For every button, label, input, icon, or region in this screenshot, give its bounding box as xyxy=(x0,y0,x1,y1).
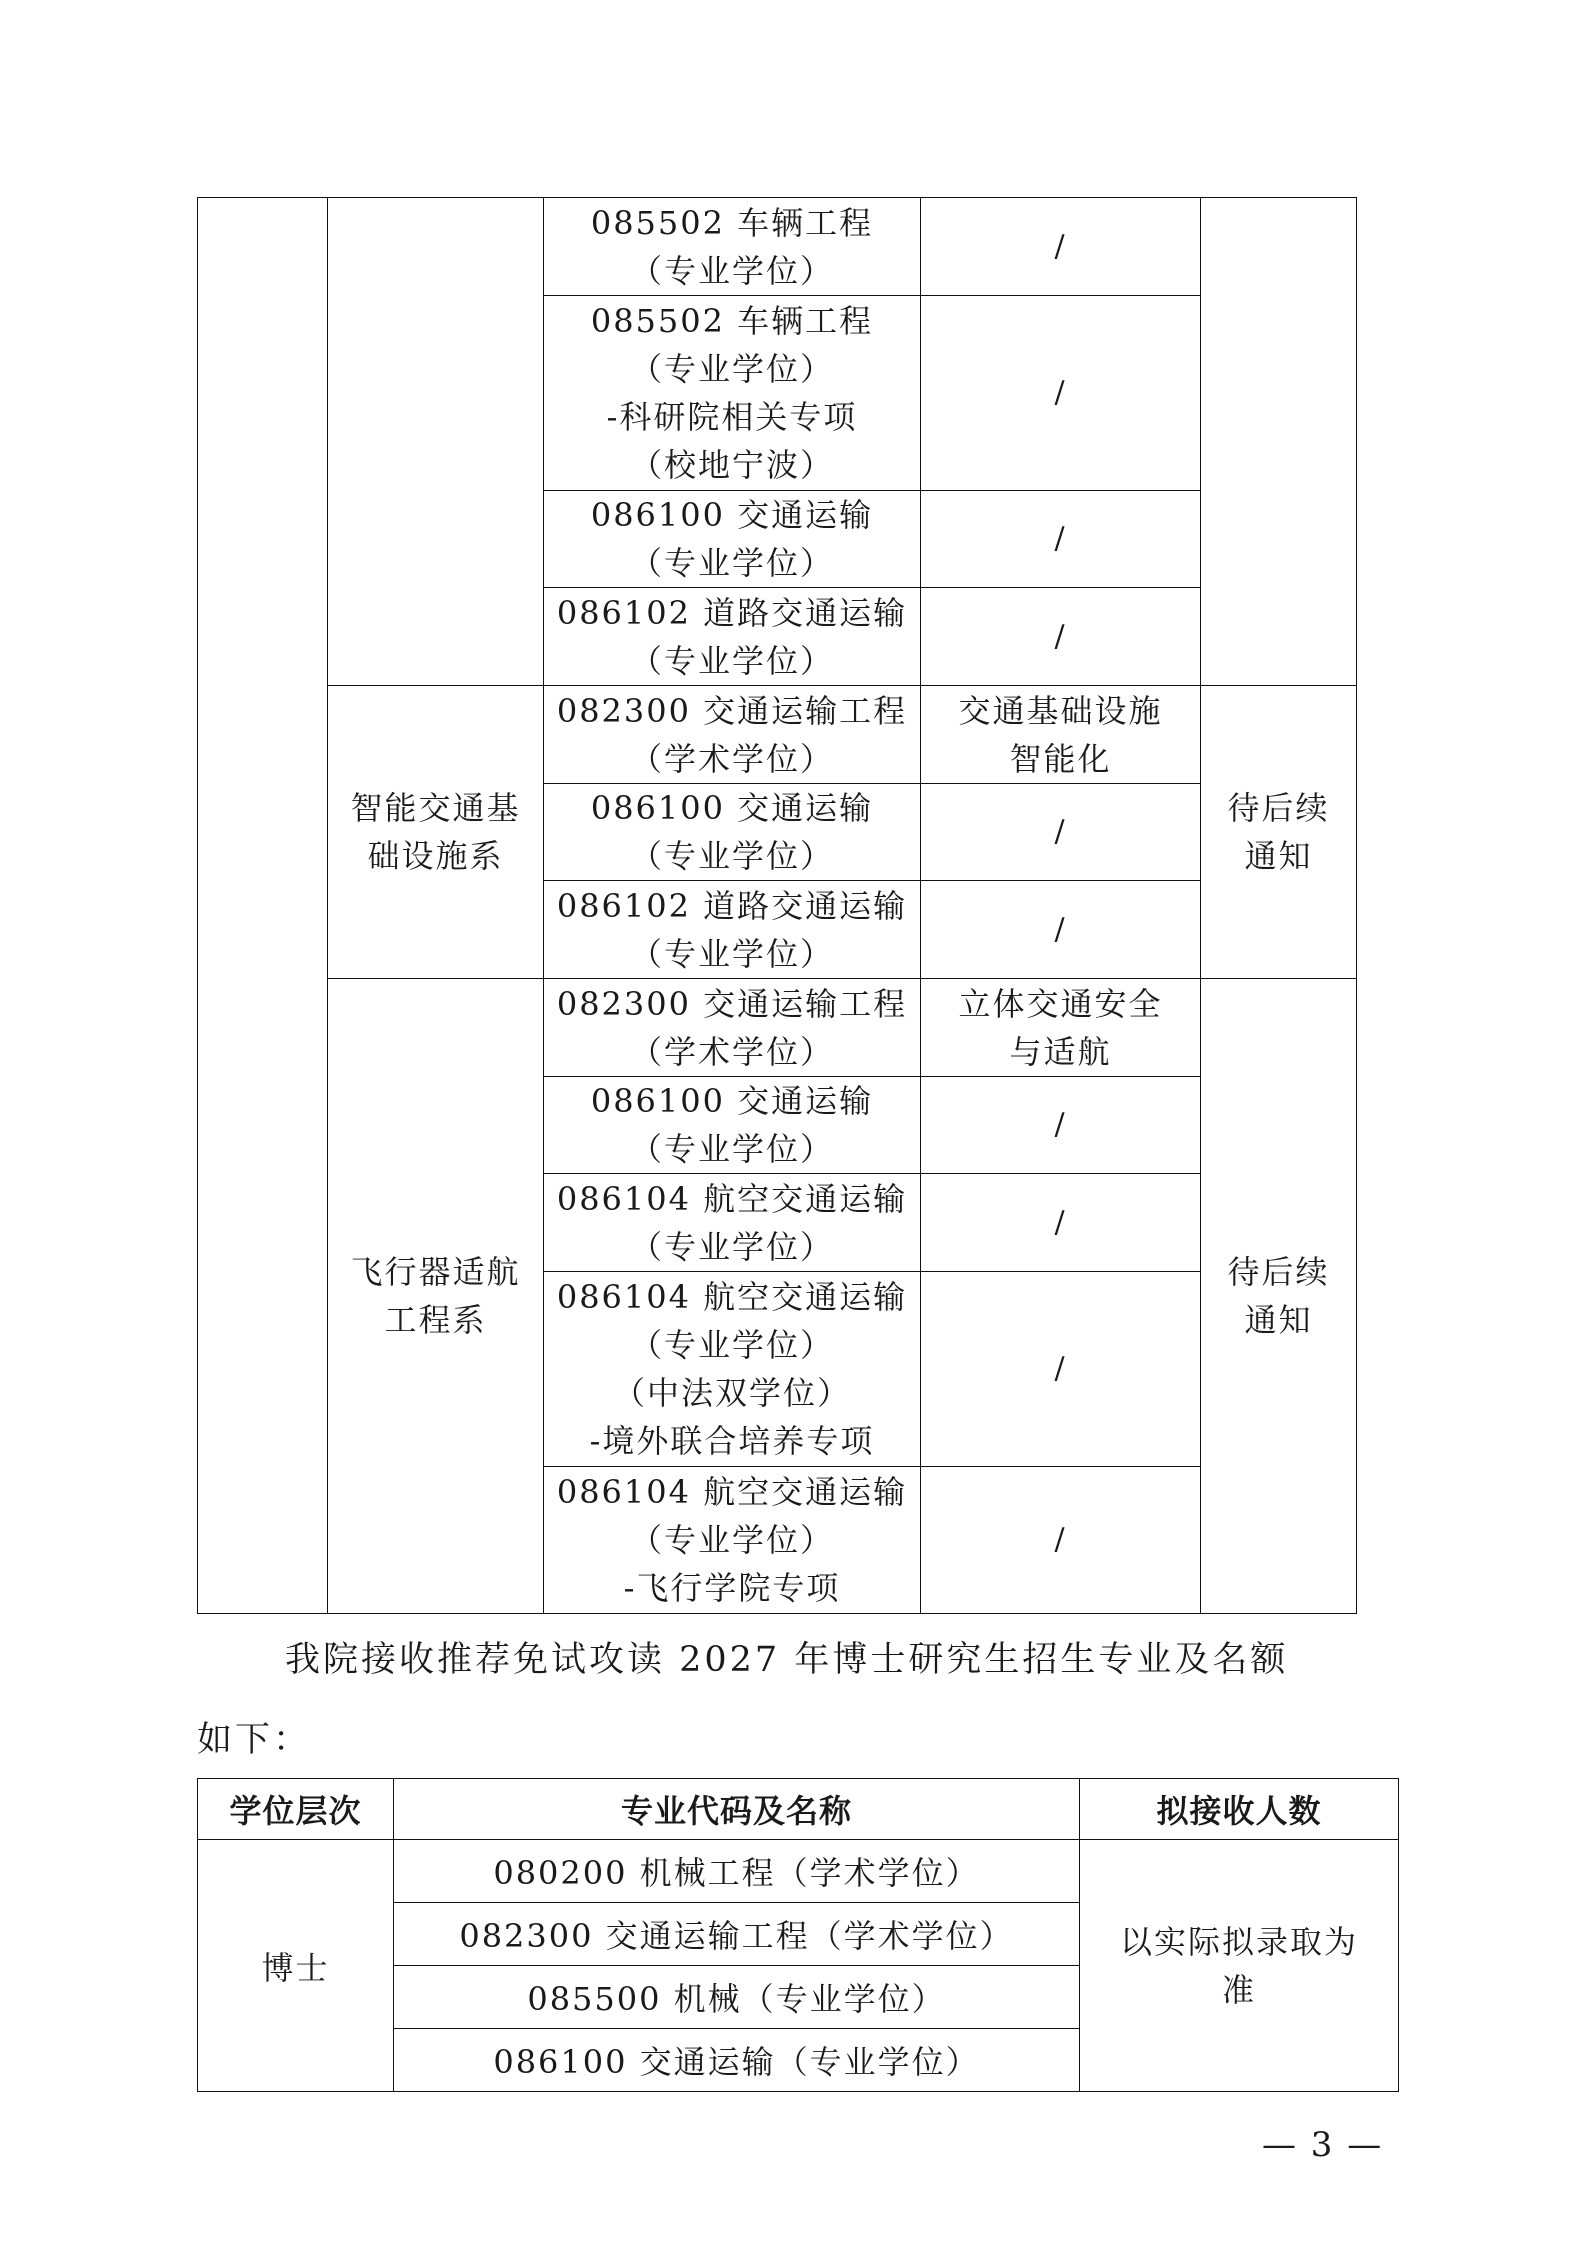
program-cell: 086104 航空交通运输 （专业学位） xyxy=(544,1174,921,1272)
dept-cell: 智能交通基础设施系 xyxy=(328,686,544,979)
doctoral-quota-table xyxy=(197,1778,1399,2092)
dept-cell xyxy=(328,198,544,686)
research-direction: / xyxy=(921,1174,1201,1272)
research-direction: / xyxy=(921,784,1201,881)
program-cell: 080200 机械工程（学术学位） xyxy=(394,1840,1080,1903)
intro-paragraph: 我院接收推荐免试攻读 2027 年博士研究生招生专业及名额 xyxy=(285,1640,1289,1680)
majors-table xyxy=(197,197,1357,1614)
program-cell: 082300 交通运输工程 （学术学位） xyxy=(544,979,921,1077)
research-direction: / xyxy=(921,198,1201,296)
college-cell xyxy=(198,198,328,1614)
column-header-program: 专业代码及名称 xyxy=(394,1779,1080,1840)
program-cell: 085502 车辆工程 （专业学位） xyxy=(544,198,921,296)
program-cell: 086100 交通运输 （专业学位） xyxy=(544,784,921,881)
table-row xyxy=(198,686,1357,784)
table-row xyxy=(198,1840,1399,1903)
degree-level-cell: 博士 xyxy=(198,1840,394,2092)
research-direction: / xyxy=(921,588,1201,686)
remark-cell: 待后续通知 xyxy=(1201,686,1357,979)
program-cell: 086100 交通运输 （专业学位） xyxy=(544,491,921,588)
intro-paragraph-continued: 如下： xyxy=(197,1720,312,1760)
column-header-quota: 拟接收人数 xyxy=(1080,1779,1399,1840)
program-cell: 086100 交通运输（专业学位） xyxy=(394,2029,1080,2092)
research-direction: / xyxy=(921,881,1201,979)
program-cell: 086102 道路交通运输 （专业学位） xyxy=(544,881,921,979)
table-header-row xyxy=(198,1779,1399,1840)
research-direction: / xyxy=(921,491,1201,588)
program-cell: 085500 机械（专业学位） xyxy=(394,1966,1080,2029)
research-direction: / xyxy=(921,1077,1201,1174)
program-cell: 085502 车辆工程 （专业学位） -科研院相关专项 （校地宁波） xyxy=(544,296,921,491)
research-direction: / xyxy=(921,1272,1201,1467)
table-row xyxy=(198,979,1357,1077)
column-header-degree-level: 学位层次 xyxy=(198,1779,394,1840)
table-row xyxy=(198,198,1357,296)
program-cell: 086104 航空交通运输 （专业学位） -飞行学院专项 xyxy=(544,1467,921,1614)
quota-cell: 以实际拟录取为准 xyxy=(1080,1840,1399,2092)
page-number: — 3 — xyxy=(1262,2125,1384,2165)
program-cell: 086104 航空交通运输 （专业学位） （中法双学位） -境外联合培养专项 xyxy=(544,1272,921,1467)
program-cell: 082300 交通运输工程（学术学位） xyxy=(394,1903,1080,1966)
research-direction: / xyxy=(921,296,1201,491)
program-cell: 086100 交通运输 （专业学位） xyxy=(544,1077,921,1174)
remark-cell xyxy=(1201,198,1357,686)
remark-cell: 待后续通知 xyxy=(1201,979,1357,1614)
program-cell: 082300 交通运输工程 （学术学位） xyxy=(544,686,921,784)
program-cell: 086102 道路交通运输 （专业学位） xyxy=(544,588,921,686)
dept-cell: 飞行器适航工程系 xyxy=(328,979,544,1614)
research-direction: 交通基础设施智能化 xyxy=(921,686,1201,784)
research-direction: 立体交通安全与适航 xyxy=(921,979,1201,1077)
research-direction: / xyxy=(921,1467,1201,1614)
